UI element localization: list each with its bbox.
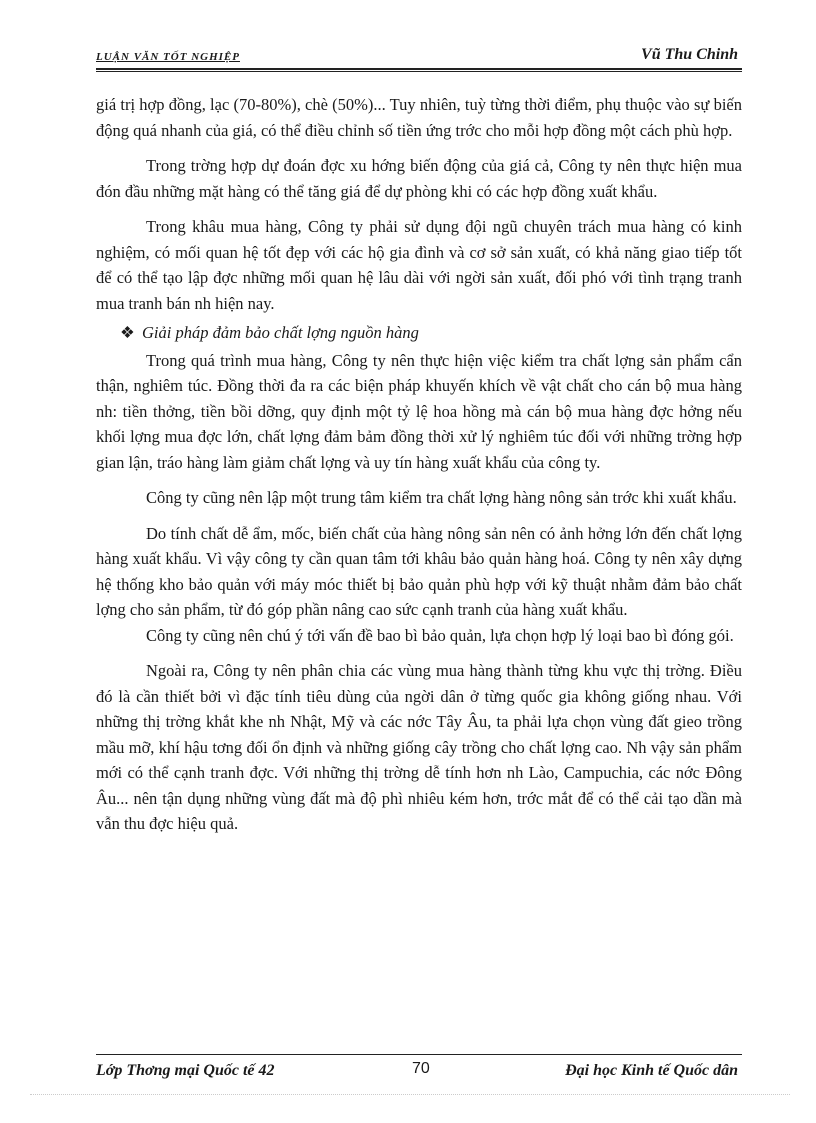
header-rule xyxy=(96,68,742,70)
diamond-bullet-icon: ❖ xyxy=(120,323,135,342)
paragraph-6: Do tính chất dễ ẩm, mốc, biến chất của hàng nông sản nên có ảnh hởng lớn đến chất lợng hàng xuất khẩu. Vì vậy công ty cần quan tâm tới khâu bảo quản hàng hoá. Công ty nên xây dựng hệ thống kho bảo quản với máy móc thiết bị bảo quản phù hợp với kỹ thuật nhằm đảm bảo chất lợng cho sản phẩm, từ đó góp phần nâng cao sức cạnh tranh của hàng xuất khẩu. xyxy=(96,523,742,619)
paragraph-1: giá trị hợp đồng, lạc (70-80%), chè (50%)... Tuy nhiên, tuỳ từng thời điểm, phụ thuộc vào sự biến động quá nhanh của giá, có thể điều chỉnh số tiền ứng trớc cho mỗi hợp đồng một cách phù hợp. xyxy=(96,95,742,140)
footer-class-label: Lớp Thơng mại Quốc tế 42 xyxy=(96,1062,275,1079)
footer-university-label: Đại học Kinh tế Quốc dân xyxy=(565,1062,738,1079)
page-number: 70 xyxy=(412,1060,430,1077)
paragraph-4: Trong quá trình mua hàng, Công ty nên thực hiện việc kiểm tra chất lợng sản phẩm cẩn thận, nghiêm túc. Đồng thời đa ra các biện pháp khuyến khích về vật chất cho cán bộ mua hàng nh: tiền thởng, tiền bồi dỡng, quy định một tỷ lệ hoa hồng mà cán bộ mua hàng đợc hởng nếu khối lợng mua đợc lớn, chất lợng đảm bảm đồng thời xử lý nghiêm túc đối với những trờng hợp gian lận, tráo hàng làm giảm chất lợng và uy tín hàng xuất khẩu của công ty. xyxy=(96,350,742,472)
paragraph-3: Trong khâu mua hàng, Công ty phải sử dụng đội ngũ chuyên trách mua hàng có kinh nghiệm, có mối quan hệ tốt đẹp với các hộ gia đình và cơ sở sản xuất, có khả năng giao tiếp tốt để có thể tạo lập đợc những mối quan hệ lâu dài với ngời sản xuất, đối phó với tình trạng tranh mua tranh bán nh hiện nay. xyxy=(96,217,742,313)
header-rule-thin xyxy=(96,71,742,72)
paragraph-5: Công ty cũng nên lập một trung tâm kiểm tra chất lợng hàng nông sản trớc khi xuất khẩu. xyxy=(146,488,737,507)
header-author-name: Vũ Thu Chinh xyxy=(641,46,738,63)
section-heading-text: Giải pháp đảm bảo chất lợng nguồn hàng xyxy=(142,323,419,342)
header-thesis-label: LUẬN VĂN TỐT NGHIỆP xyxy=(96,51,240,63)
paragraph-2: Trong trờng hợp dự đoán đợc xu hớng biến động của giá cả, Công ty nên thực hiện mua đón đầu những mặt hàng có thể tăng giá để dự phòng khi có các hợp đồng xuất khẩu. xyxy=(96,156,742,201)
section-heading xyxy=(96,320,742,346)
paragraph-7: Công ty cũng nên chú ý tới vấn đề bao bì bảo quản, lựa chọn hợp lý loại bao bì đóng gói. xyxy=(146,625,734,645)
page-footer xyxy=(96,1060,742,1084)
page-bottom-dotted-line xyxy=(30,1094,790,1095)
footer-rule xyxy=(96,1054,742,1055)
page-body xyxy=(96,92,742,837)
paragraph-8: Ngoài ra, Công ty nên phân chia các vùng mua hàng thành từng khu vực thị trờng. Điều đó là cần thiết bởi vì đặc tính tiêu dùng của ngời dân ở từng quốc gia không giống nhau. Với những thị trờng khắt khe nh Nhật, Mỹ và các nớc Tây Âu, ta phải lựa chọn vùng đất gieo trồng mầu mỡ, khí hậu tơng đối ổn định và những giống cây trồng cho chất lợng cao. Nh vậy sản phẩm mới có thể cạnh tranh đợc. Với những thị trờng dễ tính hơn nh Lào, Campuchia, các nớc Đông Âu... nên tận dụng những vùng đất mà độ phì nhiêu kém hơn, trớc mắt để có thể cải tạo dần mà vẫn thu đợc hiệu quả. xyxy=(96,661,742,833)
